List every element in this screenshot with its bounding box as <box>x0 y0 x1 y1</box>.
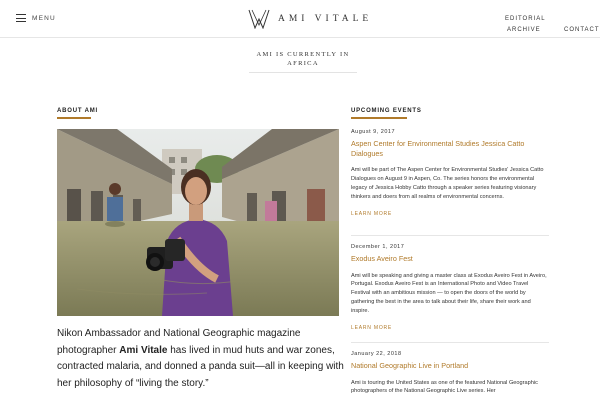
event-item <box>351 351 549 396</box>
learn-more-link[interactable]: LEARN MORE <box>351 210 393 217</box>
event-date: January 22, 2018 <box>351 351 402 357</box>
event-description: Ami is touring the United States as one of the featured National Geographic photographers of the National Geographic Live series. Her <box>351 379 538 395</box>
event-title-link[interactable]: National Geographic Live in Portland <box>351 361 469 370</box>
hero-photo <box>57 129 339 316</box>
nav-editorial[interactable]: EDITORIAL <box>505 16 546 22</box>
events-heading: UPCOMING EVENTS <box>351 108 422 119</box>
event-date: August 9, 2017 <box>351 129 396 135</box>
nav-contact[interactable]: CONTACT <box>564 27 600 33</box>
event-description: Ami will be speaking and giving a master class at Exodus Aveiro Fest in Aveiro, Portugal. Exodus Aveiro Fest is an International Photo and Video Travel Festival with an ambitious mission — to open the doors of the world by gathering the best in the area to talk about their life, share their work and inspire. <box>351 272 547 315</box>
bio-text-start: Nikon Ambassador and National Geographic magazine photographer <box>57 328 301 356</box>
bio-name: Ami Vitale <box>119 344 168 356</box>
logo-mark-icon <box>248 9 270 29</box>
logo-text: AMI VITALE <box>278 14 373 24</box>
bio-text-end: has lived in mud huts and war zones, contracted malaria, and donned a panda suit—all in keeping with her philosophy of “living the story.” <box>57 344 344 389</box>
menu-button[interactable] <box>16 14 56 22</box>
site-header <box>0 0 600 38</box>
about-bio <box>57 326 347 392</box>
event-divider <box>351 342 549 343</box>
event-title-link[interactable]: Exodus Aveiro Fest <box>351 254 413 263</box>
event-divider <box>351 235 549 236</box>
nav-archive[interactable]: ARCHIVE <box>507 27 541 33</box>
hamburger-icon <box>16 14 26 22</box>
menu-label: MENU <box>32 14 56 22</box>
location-line-2: AFRICA <box>287 60 319 67</box>
event-title-link[interactable]: Aspen Center for Environmental Studies Jessica Catto Dialogues <box>351 139 525 158</box>
event-description: Ami will be part of The Aspen Center for Environmental Studies' Jessica Catto Dialogues on August 9 in Aspen, Co. The series honors the environmental legacy of Jessica Hobby Catto through a speaker series featuring visionary thinkers and doers from all realms of environmental concerns. <box>351 167 544 200</box>
event-item <box>351 129 549 220</box>
flood-scene-illustration <box>57 129 339 316</box>
location-line-1: AMI IS CURRENTLY IN <box>256 51 350 58</box>
learn-more-link[interactable]: LEARN MORE <box>351 325 393 332</box>
about-heading: ABOUT AMI <box>57 108 98 119</box>
site-logo[interactable] <box>248 9 372 29</box>
event-item <box>351 244 549 334</box>
event-date: December 1, 2017 <box>351 244 405 250</box>
current-location <box>249 50 357 73</box>
